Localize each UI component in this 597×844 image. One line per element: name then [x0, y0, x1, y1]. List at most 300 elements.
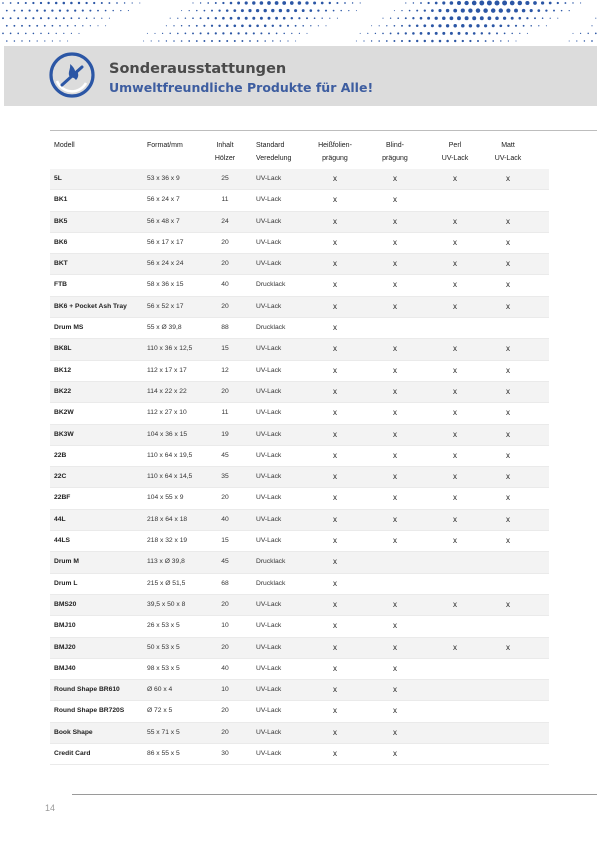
decorative-dot	[468, 8, 472, 12]
decorative-dot	[473, 32, 476, 35]
decorative-dot	[534, 17, 536, 19]
hoelzer-cell: 20	[221, 494, 229, 502]
decorative-dot	[215, 17, 217, 19]
format-cell: 56 x 24 x 7	[147, 196, 180, 204]
decorative-dot	[25, 2, 27, 4]
decorative-dot	[401, 25, 403, 27]
heissfolien-cell: x	[333, 237, 337, 247]
model-cell: Drum M	[54, 558, 79, 566]
decorative-dot	[188, 40, 190, 42]
decorative-dot	[397, 32, 399, 34]
decorative-dot	[412, 32, 415, 35]
decorative-dot	[211, 40, 213, 42]
decorative-dot	[230, 2, 233, 5]
decorative-dot	[476, 8, 480, 12]
decorative-dot	[207, 32, 209, 34]
decorative-dot	[86, 17, 88, 19]
matt-uv-cell: x	[506, 493, 510, 503]
decorative-dot	[442, 16, 446, 20]
decorative-dot	[230, 32, 232, 34]
standard-cell: UV-Lack	[256, 473, 282, 481]
table-row	[50, 275, 549, 296]
decorative-dot	[465, 32, 468, 35]
decorative-dot	[549, 2, 552, 5]
table-row	[50, 723, 549, 744]
table-row	[50, 339, 549, 360]
format-cell: 50 x 53 x 5	[147, 643, 180, 651]
decorative-dot	[63, 2, 66, 5]
standard-cell: UV-Lack	[256, 622, 282, 630]
blindpraegung-cell: x	[393, 450, 397, 460]
decorative-dot	[6, 25, 8, 27]
decorative-dot	[78, 17, 80, 19]
decorative-dot	[108, 2, 110, 4]
table-row	[50, 488, 549, 509]
blindpraegung-cell: x	[393, 174, 397, 183]
blindpraegung-cell: x	[393, 408, 397, 418]
table-row	[50, 212, 549, 233]
standard-cell: UV-Lack	[256, 728, 282, 736]
decorative-dot	[450, 32, 453, 35]
decorative-dot	[423, 24, 426, 27]
decorative-dot	[394, 25, 396, 27]
format-cell: 58 x 36 x 15	[147, 281, 184, 289]
decorative-dot	[488, 32, 490, 34]
standard-cell: UV-Lack	[256, 664, 282, 672]
table-row	[50, 531, 549, 552]
perl-uv-cell: x	[453, 344, 457, 354]
matt-uv-cell: x	[506, 642, 510, 652]
page-subtitle: Umweltfreundliche Produkte für Alle!	[109, 80, 374, 95]
decorative-dot	[533, 1, 537, 5]
decorative-dot	[550, 18, 551, 19]
decorative-dot	[424, 9, 426, 11]
decorative-dot	[427, 32, 430, 35]
format-cell: 218 x 32 x 19	[147, 537, 188, 545]
decorative-dot	[537, 9, 540, 12]
decorative-dot	[215, 2, 217, 4]
model-cell: BK22	[54, 387, 72, 395]
decorative-dot	[237, 32, 239, 34]
decorative-dot	[32, 2, 34, 4]
table-row	[50, 680, 549, 701]
decorative-dot	[52, 25, 54, 27]
decorative-dot	[506, 9, 510, 13]
decorative-dot	[256, 9, 259, 12]
matt-uv-cell: x	[506, 472, 510, 482]
decorative-dot	[59, 25, 61, 27]
decorative-dot	[553, 10, 555, 12]
heissfolien-cell: x	[333, 174, 337, 183]
decorative-dot	[314, 17, 316, 19]
heissfolien-cell: x	[333, 216, 337, 226]
decorative-dot	[36, 10, 38, 12]
standard-cell: Drucklack	[256, 281, 286, 289]
decorative-dot	[545, 9, 547, 11]
standard-cell: UV-Lack	[256, 643, 282, 651]
blindpraegung-cell: x	[393, 344, 397, 354]
decorative-dot	[371, 40, 372, 41]
decorative-dot	[390, 32, 392, 34]
hoelzer-cell: 40	[221, 281, 229, 289]
decorative-dot	[260, 1, 264, 5]
hoelzer-cell: 20	[221, 238, 229, 246]
decorative-dot	[382, 33, 384, 35]
decorative-dot	[173, 40, 175, 42]
format-cell: 56 x 52 x 17	[147, 302, 184, 310]
decorative-dot	[329, 18, 330, 19]
decorative-dot	[260, 32, 262, 34]
format-cell: 215 x Ø 51,5	[147, 579, 186, 587]
decorative-dot	[336, 2, 338, 4]
blindpraegung-cell: x	[393, 301, 397, 311]
decorative-dot	[420, 2, 422, 4]
decorative-dot	[416, 10, 418, 12]
standard-cell: UV-Lack	[256, 409, 282, 417]
decorative-dot	[337, 18, 338, 19]
decorative-dot	[105, 25, 106, 26]
decorative-dot	[446, 40, 449, 43]
format-cell: 55 x 71 x 5	[147, 728, 180, 736]
decorative-dot	[405, 2, 406, 3]
decorative-dot	[21, 10, 23, 12]
matt-uv-cell: x	[506, 450, 510, 460]
decorative-dot	[59, 40, 60, 41]
table-row	[50, 254, 549, 275]
decorative-dot	[173, 25, 174, 26]
format-cell: Ø 72 x 5	[147, 707, 173, 715]
format-cell: 110 x 36 x 12,5	[147, 345, 193, 353]
decorative-dot	[572, 2, 573, 3]
decorative-dot	[207, 17, 209, 19]
hoelzer-cell: 20	[221, 600, 229, 608]
decorative-dot	[522, 9, 526, 13]
model-cell: BK8L	[54, 345, 72, 353]
decorative-dot	[279, 9, 282, 12]
decorative-dot	[356, 40, 357, 41]
heissfolien-cell: x	[333, 344, 337, 354]
decorative-dot	[17, 2, 19, 4]
hoelzer-cell: 24	[221, 217, 229, 225]
standard-cell: Drucklack	[256, 579, 286, 587]
hoelzer-cell: 19	[221, 430, 229, 438]
model-cell: 22BF	[54, 494, 71, 502]
decorative-dot	[546, 25, 547, 26]
decorative-dot	[94, 18, 95, 19]
decorative-dot	[170, 18, 171, 19]
decorative-dot	[514, 9, 518, 13]
decorative-dot	[249, 40, 251, 42]
decorative-dot	[538, 25, 539, 26]
perl-uv-cell: x	[453, 280, 457, 290]
model-cell: BMJ20	[54, 643, 76, 651]
blindpraegung-cell: x	[393, 280, 397, 290]
table-row	[50, 169, 549, 190]
table-row	[50, 446, 549, 467]
decorative-dot	[143, 40, 144, 41]
decorative-dot	[105, 10, 107, 12]
decorative-dot	[461, 9, 465, 13]
table-row	[50, 425, 549, 446]
decorative-dot	[97, 10, 99, 12]
decorative-dot	[557, 2, 559, 4]
decorative-dot	[48, 17, 50, 19]
decorative-dot	[32, 17, 34, 19]
decorative-dot	[287, 25, 289, 27]
decorative-dot	[6, 10, 8, 12]
decorative-dot	[78, 33, 79, 34]
decorative-dot	[237, 17, 240, 20]
decorative-dot	[519, 17, 522, 20]
model-cell: 22B	[54, 451, 67, 459]
matt-uv-cell: x	[506, 599, 510, 609]
decorative-dot	[401, 40, 403, 42]
decorative-dot	[488, 16, 492, 20]
standard-cell: UV-Lack	[256, 238, 282, 246]
decorative-dot	[189, 10, 190, 11]
model-cell: Drum MS	[54, 324, 84, 332]
decorative-dot	[101, 2, 103, 4]
decorative-dot	[477, 40, 479, 42]
decorative-dot	[412, 17, 414, 19]
heissfolien-cell: x	[333, 493, 337, 503]
decorative-dot	[112, 10, 113, 11]
decorative-dot	[591, 25, 592, 26]
standard-cell: UV-Lack	[256, 196, 282, 204]
standard-cell: UV-Lack	[256, 387, 282, 395]
perl-uv-cell: x	[453, 599, 457, 609]
blindpraegung-cell: x	[393, 195, 397, 205]
matt-uv-cell: x	[506, 344, 510, 354]
decorative-dot	[2, 17, 4, 19]
format-cell: 104 x 55 x 9	[147, 494, 184, 502]
decorative-dot	[286, 9, 289, 12]
decorative-dot	[360, 2, 361, 3]
standard-cell: UV-Lack	[256, 750, 282, 758]
decorative-dot	[318, 25, 319, 26]
perl-uv-cell: x	[453, 429, 457, 439]
decorative-dot	[450, 1, 454, 5]
decorative-dot	[151, 40, 152, 41]
table-row	[50, 361, 549, 382]
format-cell: 112 x 27 x 10	[147, 409, 187, 417]
decorative-dot	[275, 17, 278, 20]
decorative-dot	[120, 10, 121, 11]
decorative-dot	[211, 10, 213, 12]
decorative-dot	[464, 1, 468, 5]
heissfolien-cell: x	[333, 557, 337, 567]
decorative-dot	[147, 33, 148, 34]
standard-cell: UV-Lack	[256, 537, 282, 545]
perl-uv-cell: x	[453, 450, 457, 460]
hoelzer-cell: 40	[221, 664, 229, 672]
decorative-dot	[97, 25, 98, 26]
standard-cell: UV-Lack	[256, 217, 282, 225]
heissfolien-cell: x	[333, 429, 337, 439]
table-row	[50, 297, 549, 318]
heissfolien-cell: x	[333, 663, 337, 673]
format-cell: 114 x 22 x 22	[147, 387, 187, 395]
decorative-dot	[237, 2, 240, 5]
decorative-dot	[416, 40, 418, 42]
decorative-dot	[386, 25, 387, 26]
decorative-dot	[453, 24, 456, 27]
perl-uv-cell: x	[453, 386, 457, 396]
matt-uv-cell: x	[506, 280, 510, 290]
heissfolien-cell: x	[333, 706, 337, 716]
decorative-dot	[469, 24, 472, 27]
decorative-dot	[431, 24, 434, 27]
decorative-dot	[25, 33, 27, 35]
decorative-dot	[580, 33, 581, 34]
decorative-dot	[508, 40, 509, 41]
decorative-dot	[166, 25, 167, 26]
decorative-dot	[424, 40, 426, 42]
decorative-dot	[218, 9, 220, 11]
decorative-dot	[196, 25, 198, 27]
decorative-dot	[518, 1, 522, 5]
format-cell: 53 x 36 x 9	[147, 175, 180, 182]
decorative-dot	[248, 9, 251, 12]
decorative-dot	[70, 2, 73, 5]
decorative-dot	[82, 25, 83, 26]
standard-cell: UV-Lack	[256, 451, 282, 459]
model-cell: BK3W	[54, 430, 74, 438]
model-cell: Drum L	[54, 579, 78, 587]
decorative-dot	[541, 1, 544, 4]
decorative-dot	[169, 33, 170, 34]
decorative-dot	[435, 17, 438, 20]
decorative-dot	[192, 17, 194, 19]
decorative-dot	[185, 33, 187, 35]
decorative-dot	[37, 40, 38, 41]
decorative-dot	[196, 40, 198, 42]
perl-uv-cell: x	[453, 365, 457, 375]
decorative-dot	[55, 17, 57, 19]
decorative-dot	[51, 9, 53, 11]
matt-uv-cell: x	[506, 365, 510, 375]
decorative-dot	[515, 25, 517, 27]
model-cell: BK5	[54, 217, 68, 225]
table-header	[50, 140, 597, 170]
table-row	[50, 467, 549, 488]
decorative-dot	[55, 2, 58, 5]
decorative-dot	[485, 40, 487, 42]
decorative-dot	[279, 25, 281, 27]
decorative-dot	[264, 40, 266, 42]
hoelzer-cell: 10	[221, 686, 229, 694]
decorative-dot	[298, 1, 302, 5]
decorative-dot	[476, 24, 479, 27]
decorative-dot	[595, 33, 597, 35]
decorative-dot	[499, 8, 503, 12]
heissfolien-cell: x	[333, 727, 337, 737]
decorative-dot	[276, 33, 278, 35]
decorative-dot	[203, 40, 205, 42]
blindpraegung-cell: x	[393, 237, 397, 247]
decorative-dot	[413, 2, 414, 3]
decorative-dot	[2, 33, 4, 35]
decorative-dot	[177, 18, 178, 19]
perl-uv-cell: x	[453, 536, 457, 546]
table-row	[50, 659, 549, 680]
hoelzer-cell: 11	[221, 409, 229, 417]
header-heissfolien: Heißfolien- prägung	[318, 142, 352, 162]
model-cell: Credit Card	[54, 750, 91, 758]
decorative-dot	[295, 25, 297, 27]
decorative-dot	[306, 33, 307, 34]
decorative-dot	[13, 10, 15, 12]
decorative-dot	[29, 40, 30, 41]
decorative-dot	[245, 1, 248, 4]
matt-uv-cell: x	[506, 536, 510, 546]
standard-cell: Drucklack	[256, 558, 286, 566]
decorative-dot	[139, 2, 140, 3]
decorative-dot	[295, 40, 296, 41]
decorative-dot	[427, 2, 429, 4]
decorative-dot	[348, 10, 349, 11]
decorative-dot	[397, 17, 399, 19]
model-cell: BKT	[54, 260, 68, 268]
table-row	[50, 701, 549, 722]
decorative-dot	[272, 40, 273, 41]
decorative-dot	[44, 40, 45, 41]
page-title: Sonderausstattungen	[109, 61, 287, 77]
blindpraegung-cell: x	[393, 493, 397, 503]
hoelzer-cell: 20	[221, 387, 229, 395]
hoelzer-cell: 45	[221, 558, 229, 566]
decorative-dot	[367, 33, 368, 34]
decorative-dot	[584, 40, 585, 41]
decorative-dot	[542, 17, 544, 19]
hoelzer-cell: 20	[221, 302, 229, 310]
decorative-dot	[378, 40, 380, 42]
header-model: Modell	[54, 142, 75, 149]
decorative-dot	[416, 25, 419, 28]
decorative-dot	[446, 9, 449, 12]
decorative-dot	[25, 17, 27, 19]
decorative-dot	[435, 2, 438, 5]
hoelzer-cell: 25	[221, 175, 229, 182]
decorative-dot	[226, 25, 229, 28]
decorative-dot	[40, 17, 42, 19]
format-cell: 98 x 53 x 5	[147, 664, 180, 672]
decorative-dot	[6, 40, 8, 42]
decorative-dot	[260, 17, 263, 20]
heissfolien-cell: x	[333, 536, 337, 546]
table-row	[50, 233, 549, 254]
decorative-dot	[427, 17, 430, 20]
hoelzer-cell: 15	[221, 537, 229, 545]
format-cell: 56 x 24 x 24	[147, 260, 184, 268]
decorative-dot	[158, 40, 159, 41]
standard-cell: UV-Lack	[256, 515, 282, 523]
decorative-dot	[576, 40, 577, 41]
hoelzer-cell: 20	[221, 707, 229, 715]
perl-uv-cell: x	[453, 216, 457, 226]
decorative-dot	[252, 17, 255, 20]
decorative-dot	[461, 24, 465, 28]
decorative-dot	[47, 2, 49, 4]
blindpraegung-cell: x	[393, 365, 397, 375]
decorative-dot	[500, 40, 501, 41]
header-matt-uv: Matt UV-Lack	[494, 142, 522, 162]
matt-uv-cell: x	[506, 216, 510, 226]
decorative-dot	[283, 33, 285, 35]
page-number: 14	[45, 803, 56, 813]
decorative-dot	[313, 1, 316, 4]
decorative-dot	[457, 16, 461, 20]
